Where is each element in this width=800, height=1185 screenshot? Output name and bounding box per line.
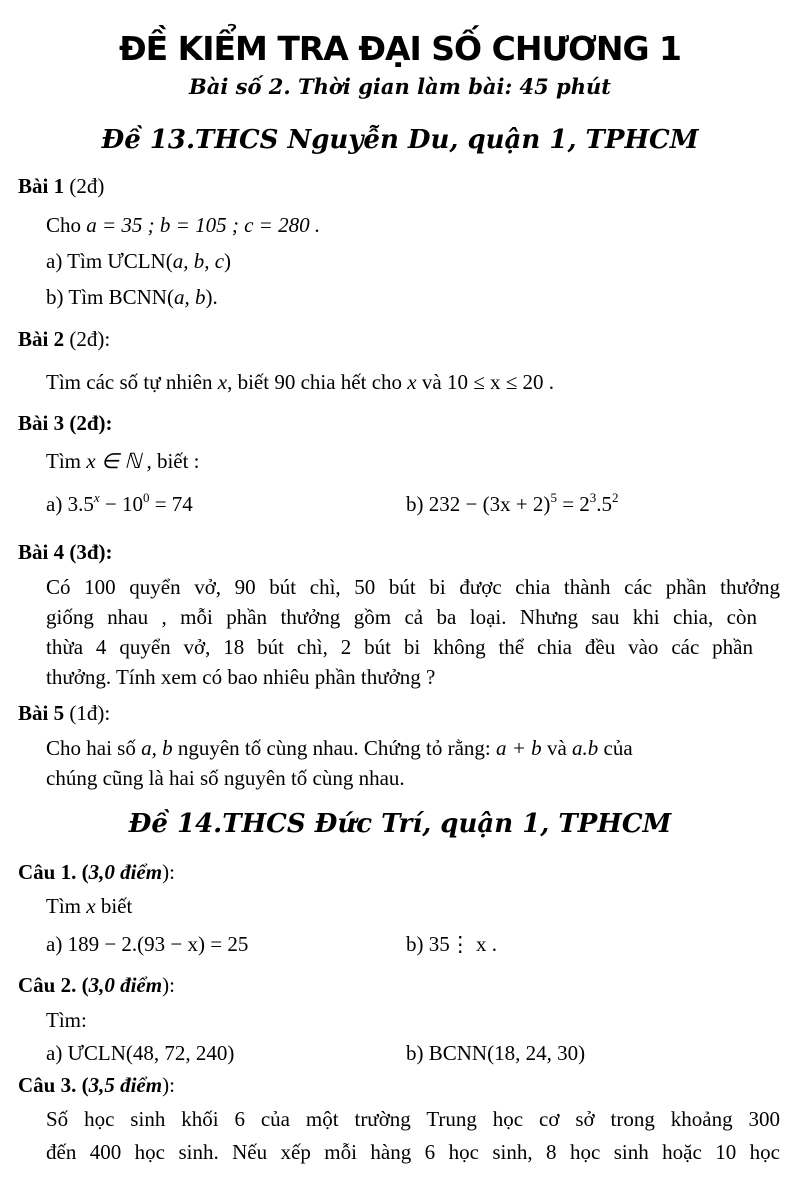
cau2-find: Tìm: xyxy=(46,1008,87,1032)
bai2-heading: Bài 2 (2đ): xyxy=(18,327,111,351)
bai5-line-1: Cho hai số a, b nguyên tố cùng nhau. Chứng tỏ rằng: a + b và a.b của xyxy=(46,736,633,760)
exam-13-title: Đề 13.THCS Nguyễn Du, quận 1, TPHCM xyxy=(101,125,699,155)
bai4-line-2: giống nhau , mỗi phần thưởng gồm cả ba loại. Nhưng sau khi chia, còn xyxy=(46,605,757,629)
bai1-heading: Bài 1 (2đ) xyxy=(18,174,105,198)
bai4-line-4: thưởng. Tính xem có bao nhiêu phần thưởng ? xyxy=(46,665,436,689)
cau2-part-b: b) BCNN(18, 24, 30) xyxy=(406,1041,586,1065)
cau2-part-a: a) ƯCLN(48, 72, 240) xyxy=(46,1041,235,1065)
bai1-given-expr: a = 35 ; b = 105 ; c = 280 . xyxy=(86,213,321,237)
bai3-part-a: a) $3.5^x - 10^0 = 74$ xyxy=(46,490,193,516)
bai3-part-b: b) $232 - (3x + 2)^5 = 2^3.5^2$ xyxy=(406,490,619,516)
bai1-given: Cho a = 35 ; b = 105 ; c = 280 . xyxy=(46,213,321,237)
cau1-find: Tìm x biết xyxy=(46,894,133,918)
bai4-line-3: thừa 4 quyển vở, 18 bút chì, 2 bút bi không thể chia đều vào các phần xyxy=(46,635,753,659)
cau3-line-1: Số học sinh khối 6 của một trường Trung học cơ sở trong khoảng 300 xyxy=(46,1107,780,1131)
bai3-find: Tìm x ∈ ℕ , biết : xyxy=(46,449,200,473)
cau2-heading: Câu 2. (3,0 điểm): xyxy=(18,973,175,997)
cau1-part-a: a) 189 − 2.(93 − x) = 25 xyxy=(46,932,249,956)
bai5-heading: Bài 5 (1đ): xyxy=(18,701,111,725)
bai1-part-a: a) Tìm ƯCLN(a, b, c) xyxy=(46,249,232,273)
bai1-part-b: b) Tìm BCNN(a, b). xyxy=(46,285,218,309)
bai4-line-1: Có 100 quyển vở, 90 bút chì, 50 bút bi được chia thành các phần thưởng xyxy=(46,575,780,599)
exam-14-title: Đề 14.THCS Đức Trí, quận 1, TPHCM xyxy=(128,809,672,839)
bai5-line-2: chúng cũng là hai số nguyên tố cùng nhau. xyxy=(46,766,405,790)
cau3-heading: Câu 3. (3,5 điểm): xyxy=(18,1073,175,1097)
bai3-heading: Bài 3 (2đ): xyxy=(18,411,113,435)
bai2-inequality: 10 ≤ x ≤ 20 xyxy=(446,370,544,394)
main-title: ĐỀ KIỂM TRA ĐẠI SỐ CHƯƠNG 1 xyxy=(118,29,681,68)
cau3-line-2: đến 400 học sinh. Nếu xếp mỗi hàng 6 học sinh, 8 học sinh hoặc 10 học xyxy=(46,1140,780,1164)
bai2-text: Tìm các số tự nhiên x, biết 90 chia hết cho x và 10 ≤ x ≤ 20 . xyxy=(46,370,555,394)
cau1-part-b: b) 35⋮ x . xyxy=(406,932,497,956)
cau1-heading: Câu 1. (3,0 điểm): xyxy=(18,860,175,884)
bai4-heading: Bài 4 (3đ): xyxy=(18,540,113,564)
sub-title: Bài số 2. Thời gian làm bài: 45 phút xyxy=(189,74,611,99)
